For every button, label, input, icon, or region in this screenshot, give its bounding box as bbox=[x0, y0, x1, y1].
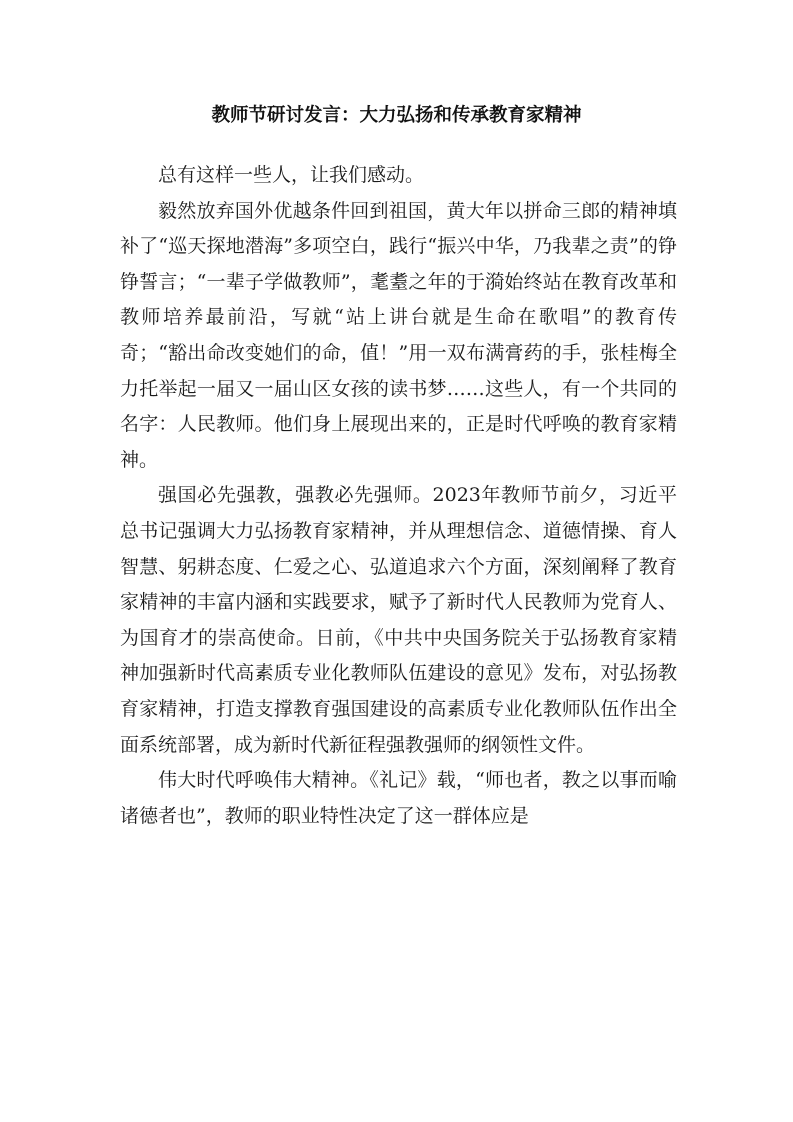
paragraph: 伟大时代呼唤伟大精神。《礼记》载，“师也者，教之以事而喻诸德者也”，教师的职业特性决定了这一群体应是 bbox=[120, 769, 677, 827]
document-title: 教师节研讨发言：大力弘扬和传承教育家精神 bbox=[211, 105, 582, 126]
paragraph: 总有这样一些人，让我们感动。 bbox=[158, 164, 425, 186]
document-body bbox=[120, 158, 677, 834]
paragraph: 毅然放弃国外优越条件回到祖国，黄大年以拼命三郎的精神填补了“巡天探地潜海”多项空白，践行“振兴中华，乃我辈之责”的铮铮誓言；“一辈子学做教师”，耄耋之年的于漪始终站在教育改革和教师培养最前沿，写就“站上讲台就是生命在歌唱”的教育传奇；“豁出命改变她们的命，值！”用一双布满膏药的手，张桂梅全力托举起一届又一届山区女孩的读书梦……这些人，有一个共同的名字：人民教师。他们身上展现出来的，正是时代呼唤的教育家精神。 bbox=[120, 199, 677, 471]
paragraph: 强国必先强教，强教必先强师。2023年教师节前夕，习近平总书记强调大力弘扬教育家精神，并从理想信念、道德情操、育人智慧、躬耕态度、仁爱之心、弘道追求六个方面，深刻阐释了教育家精神的丰富内涵和实践要求，赋予了新时代人民教师为党育人、为国育才的崇高使命。日前，《中共中央国务院关于弘扬教育家精神加强新时代高素质专业化教师队伍建设的意见》发布，对弘扬教育家精神，打造支撑教育强国建设的高素质专业化教师队伍作出全面系统部署，成为新时代新征程强教强师的纲领性文件。 bbox=[120, 484, 677, 756]
